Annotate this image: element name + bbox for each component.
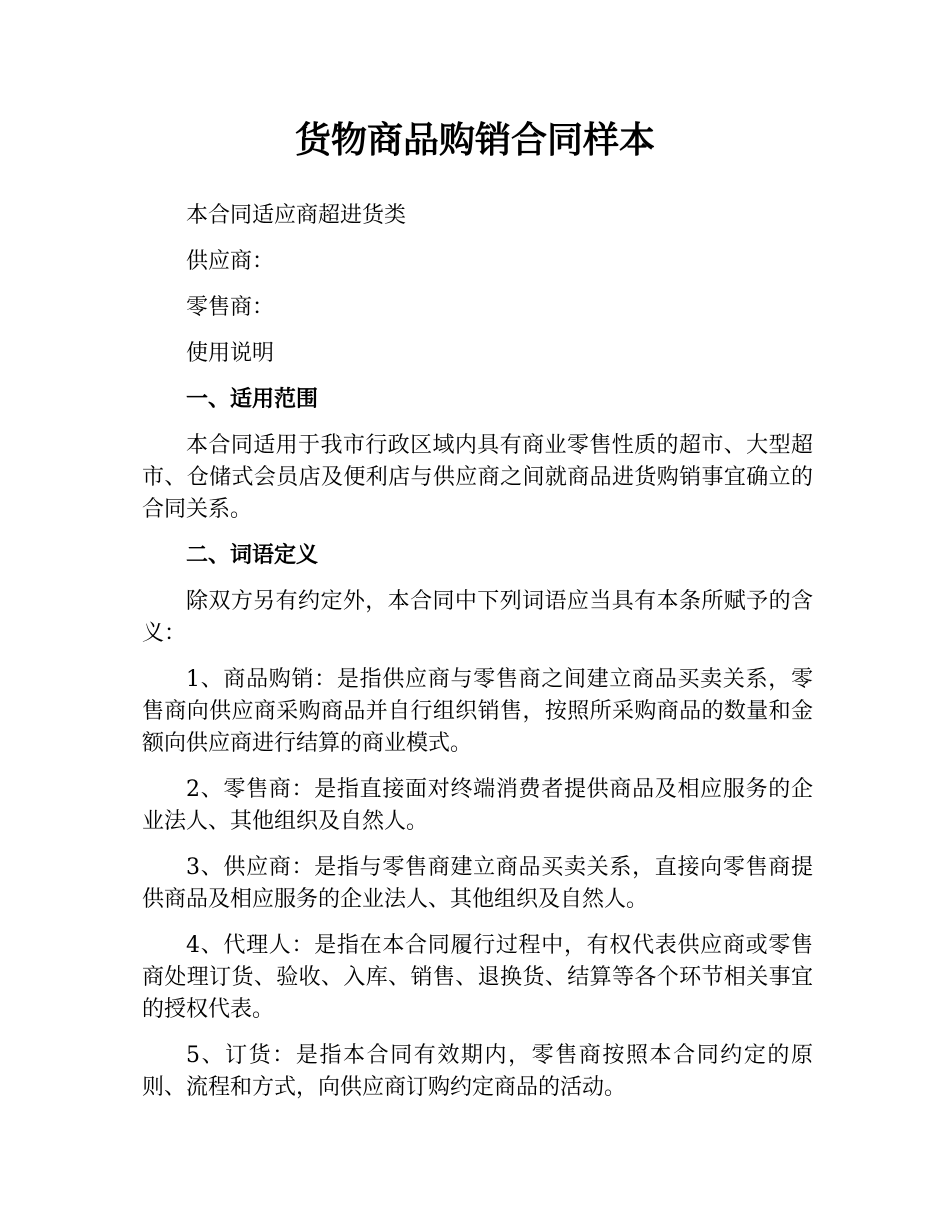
definition-item: 2、零售商：是指直接面对终端消费者提供商品及相应服务的企业法人、其他组织及自然人。 <box>142 777 813 834</box>
definition-item: 1、商品购销：是指供应商与零售商之间建立商品买卖关系，零售商向供应商采购商品并自行组织销售，按照所采购商品的数量和金额向供应商进行结算的商业模式。 <box>142 667 813 756</box>
document-body <box>142 200 813 1118</box>
intro-line-supplier: 供应商： <box>186 249 275 274</box>
intro-line-instructions: 使用说明 <box>186 341 275 366</box>
definition-item: 3、供应商：是指与零售商建立商品买卖关系，直接向零售商提供商品及相应服务的企业法人、其他组织及自然人。 <box>142 855 813 912</box>
document-title: 货物商品购销合同样本 <box>294 120 655 161</box>
section-heading-scope: 一、适用范围 <box>186 387 319 412</box>
section-heading-definitions: 二、词语定义 <box>186 543 319 568</box>
definition-item: 5、订货：是指本合同有效期内，零售商按照本合同约定的原则、流程和方式，向供应商订购约定商品的活动。 <box>142 1043 813 1100</box>
definition-item: 4、代理人：是指在本合同履行过程中，有权代表供应商或零售商处理订货、验收、入库、销售、退换货、结算等各个环节相关事宜的授权代表。 <box>142 933 813 1022</box>
intro-line-scope: 本合同适应商超进货类 <box>186 203 407 228</box>
section-body-definitions: 除双方另有约定外，本合同中下列词语应当具有本条所赋予的含义： <box>142 589 813 646</box>
intro-line-retailer: 零售商： <box>186 295 275 320</box>
section-body-scope: 本合同适用于我市行政区域内具有商业零售性质的超市、大型超市、仓储式会员店及便利店与供应商之间就商品进货购销事宜确立的合同关系。 <box>142 433 813 522</box>
